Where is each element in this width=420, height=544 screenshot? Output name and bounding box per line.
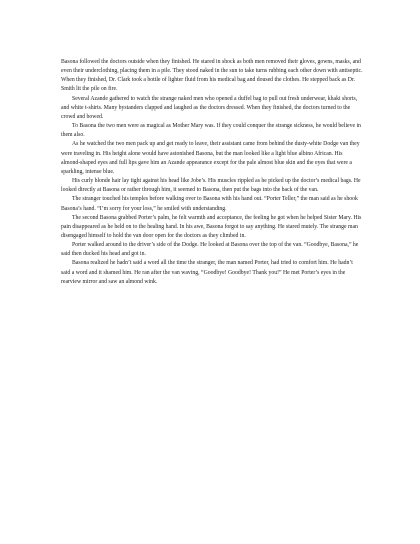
paragraph: Basona followed the doctors outside when they finished. He stared in shock as both men removed their gloves, gowns, masks, and even their underclothing, placing them in a pile. They stood naked in the sun to take turns rubbing each other down with antiseptic. When they finished, Dr. Clark took a bottle of lighter fluid from his medical bag and doused the clothes. He stepped back as Dr. Smith lit the pile on fire. [61,59,363,93]
paragraph: Porter walked around to the driver’s side of the Dodge. He looked at Basona over the top of the van. “Goodbye, Basona,” he said then ducked his head and got in. [61,242,359,258]
paragraph: To Basona the two men were as magical as Mother Mary was. If they could conquer the strange sickness, he would believe in them also. [61,123,361,139]
paragraph: Several Azande gathered to watch the strange naked men who opened a duffel bag to pull out fresh underwear, khaki shorts, and white t-shirts. Many bystanders clapped and laughed as the doctors dressed. When they finished, the doctors turned to the crowd and bowed. [61,95,358,120]
body-text [61,58,363,287]
paragraph: The second Basona grabbed Porter’s palm, he felt warmth and acceptance, the feeling he got when he helped Sister Mary. His pain disappeared as he held on to the healing hand. In his awe, Basona forgot to say anything. He stared mutely. The strange man disengaged himself to hold the van door open for the doctors as they climbed in. [61,214,362,239]
paragraph: Basona realized he hadn’t said a word all the time the stranger, the man named Porter, had tried to comfort him. He hadn’t said a word and it shamed him. He ran after the van waving, “Goodbye! Goodbye! Thank you!” He met Porter’s eyes in the rearview mirror and saw an almond wink. [61,260,353,285]
paragraph: As he watched the two men pack up and get ready to leave, their assistant came from behind the dusty-white Dodge van they were traveling in. His height alone would have astonished Basona, but the man looked like a light blue albino African. His almond-shaped eyes and full lips gave him an Azande appearance except for the pale almost blue skin and the eyes that were a sparkling, intense blue. [61,141,360,175]
paragraph: The stranger touched his temples before walking over to Basona with his hand out. “Porter Teller,” the man said as he shook Basona’s hand. “I’m sorry for your loss,” he smiled with understanding. [61,196,358,212]
paragraph: His curly blonde hair lay tight against his head like Jobe’s. His muscles rippled as he picked up the doctor’s medical bags. He looked directly at Basona or rather through him, it seemed to Basona, then put the bags into the back of the van. [61,178,361,194]
